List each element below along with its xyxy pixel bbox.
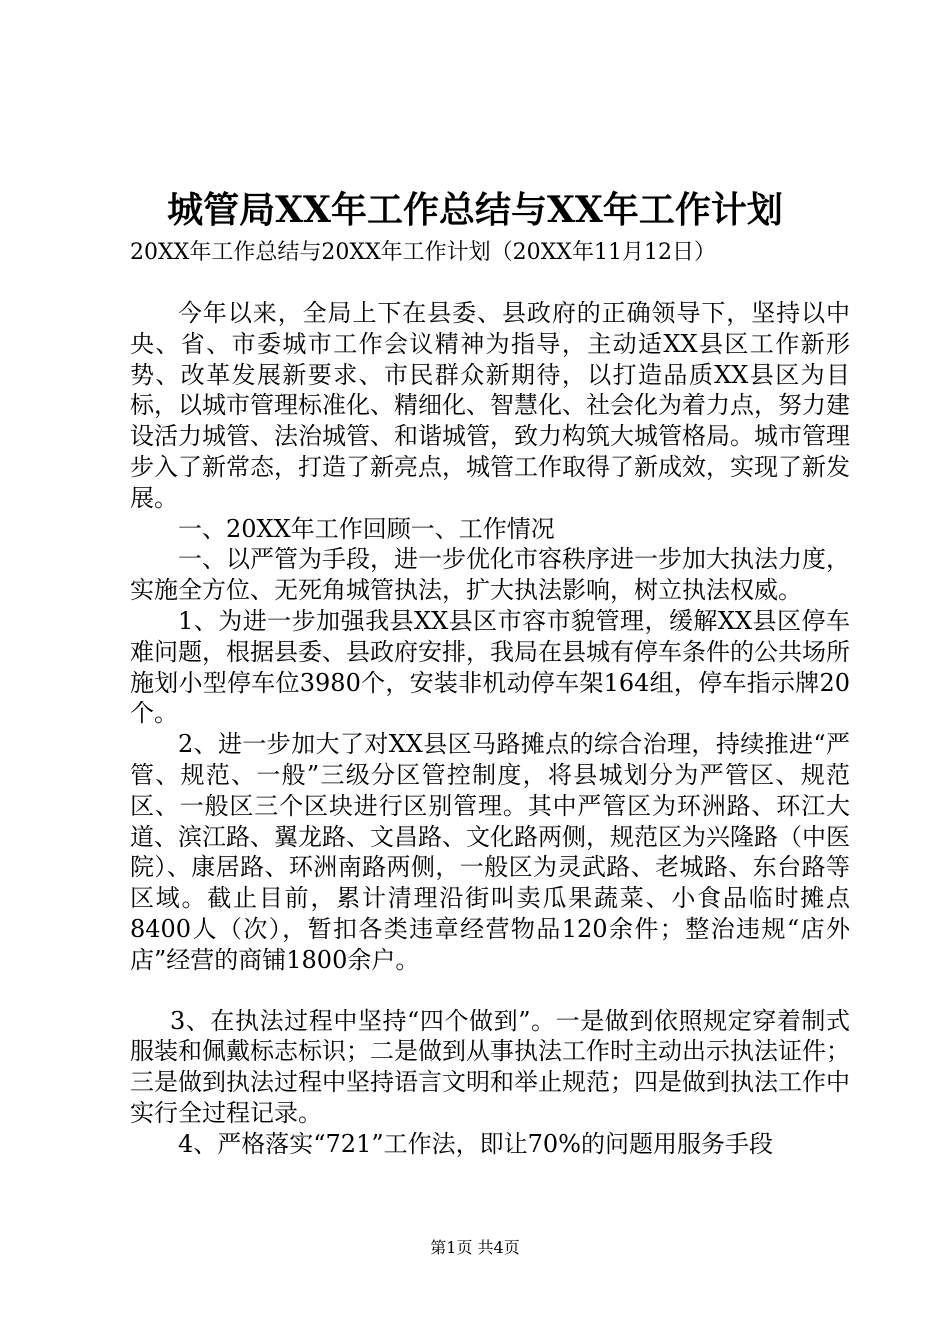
- paragraph-section-heading: 一、20XX年工作回顾一、工作情况: [178, 514, 555, 543]
- paragraph-item: 一、以严管为手段，进一步优化市容秩序进一步加大执法力度，实施全方位、无死角城管执法，扩大执法影响，树立执法权威。: [130, 545, 850, 605]
- document-subtitle: 20XX年工作总结与20XX年工作计划（20XX年11月12日）: [130, 240, 716, 265]
- paragraph-item: 3、在执法过程中坚持“四个做到”。一是做到依照规定穿着制式服装和佩戴标志标识；二是做到从事执法工作时主动出示执法证件；三是做到执法过程中坚持语言文明和举止规范；四是做到执法工作中实行全过程记录。: [130, 1006, 850, 1127]
- paragraph-item: 4、严格落实“721”工作法，即让70%的问题用服务手段: [178, 1129, 773, 1158]
- document-title: 城管局XX年工作总结与XX年工作计划: [167, 189, 783, 231]
- paragraph-item: 1、为进一步加强我县XX县区市容市貌管理，缓解XX县区停车难问题，根据县委、县政府安排，我局在县城有停车条件的公共场所施划小型停车位3980个，安装非机动停车架164组，停车指示牌20个。: [130, 606, 850, 728]
- document-body: [130, 298, 850, 1160]
- page-footer: 第1页 共4页: [430, 1238, 520, 1257]
- paragraph-item: 2、进一步加大了对XX县区马路摊点的综合治理，持续推进“严管、规范、一般”三级分区管控制度，将县城划分为严管区、规范区、一般区三个区块进行区别管理。其中严管区为环洲路、环江大道、滨江路、翼龙路、文昌路、文化路两侧，规范区为兴隆路（中医院）、康居路、环洲南路两侧，一般区为灵武路、老城路、东台路等区域。截止目前，累计清理沿街叫卖瓜果蔬菜、小食品临时摊点8400人（次），暂扣各类违章经营物品120余件；整治违规“店外店”经营的商铺1800余户。: [130, 730, 850, 974]
- paragraph-intro: 今年以来，全局上下在县委、县政府的正确领导下，坚持以中央、省、市委城市工作会议精神为指导，主动适XX县区工作新形势、改革发展新要求、市民群众新期待，以打造品质XX县区为目标，以城市管理标准化、精细化、智慧化、社会化为着力点，努力建设活力城管、法治城管、和谐城管，致力构筑大城管格局。城市管理步入了新常态，打造了新亮点，城管工作取得了新成效，实现了新发展。: [130, 299, 850, 512]
